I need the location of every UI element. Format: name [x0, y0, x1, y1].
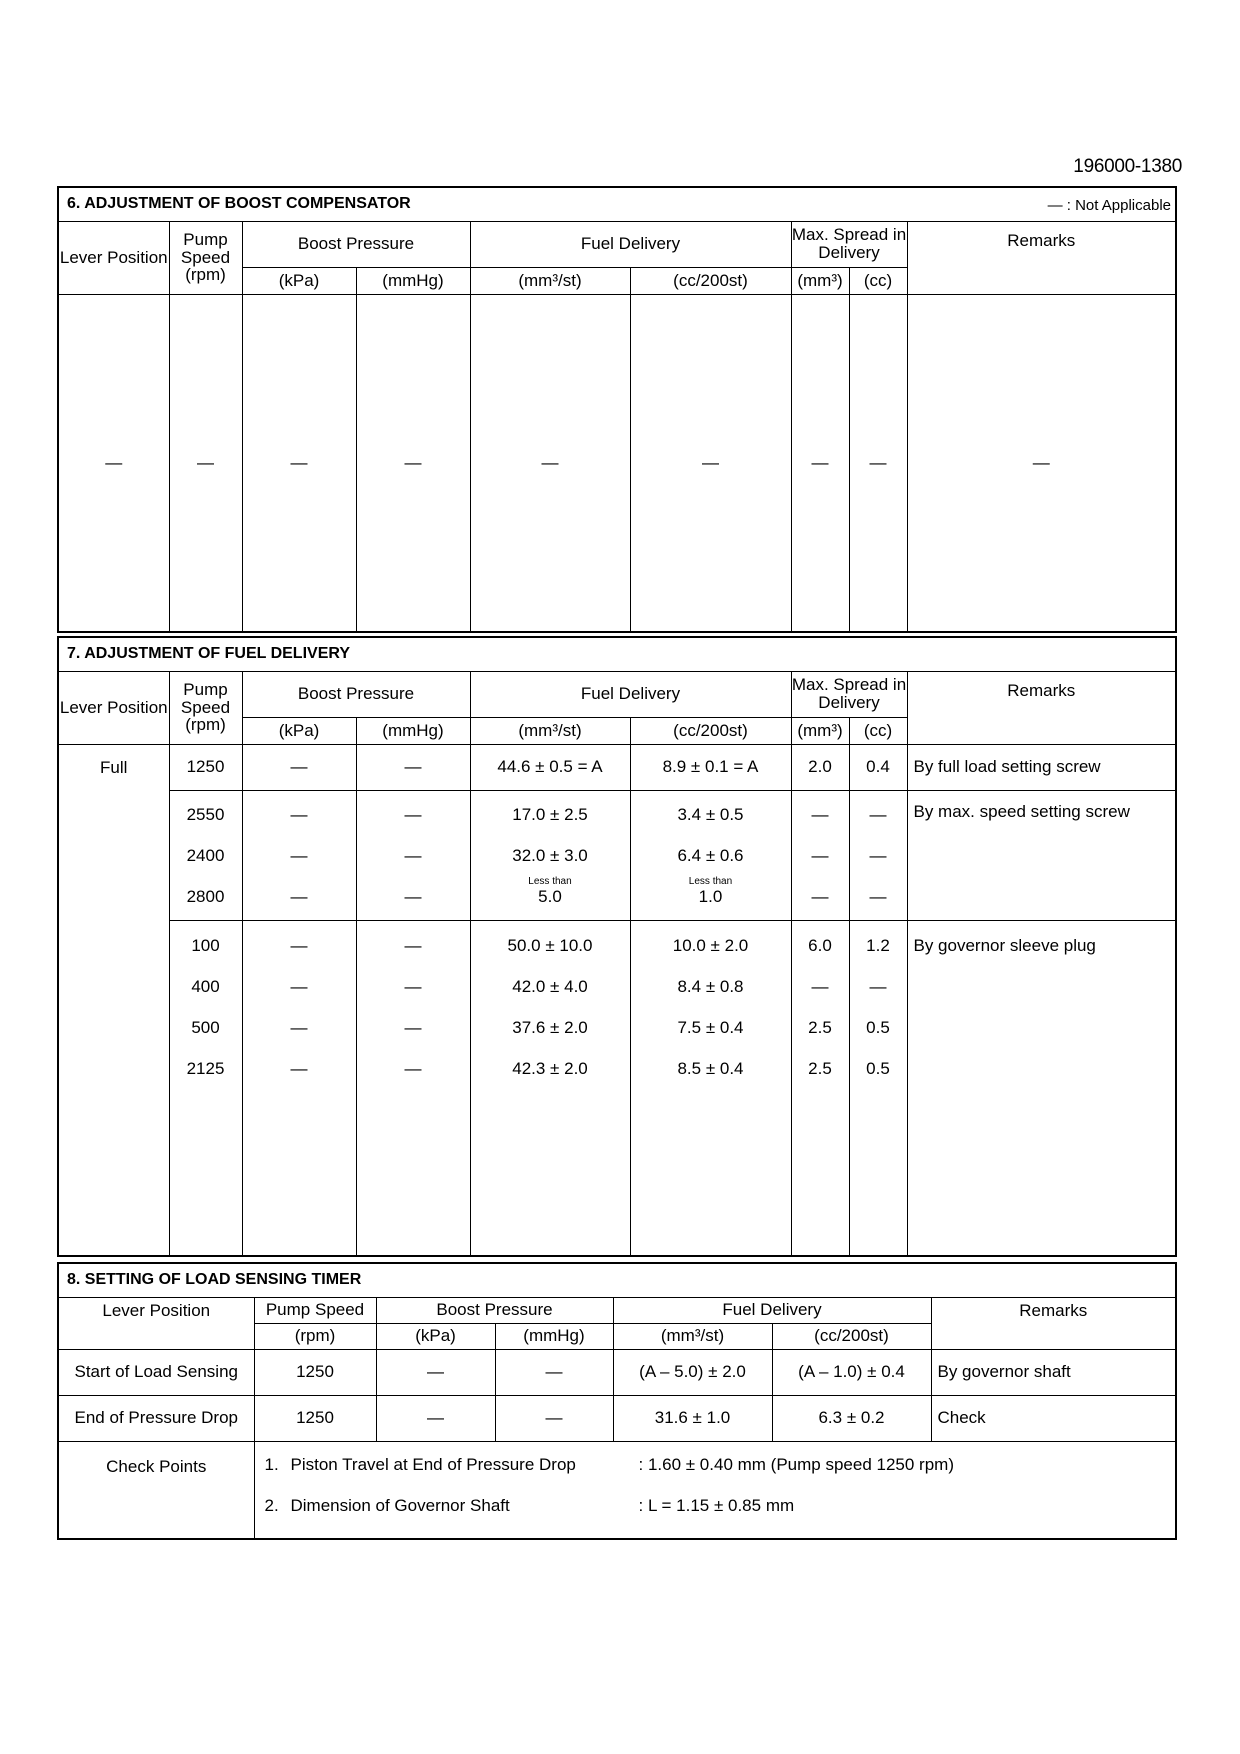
cell-remarks-stack: [907, 790, 1176, 920]
check-point-number: 1.: [264, 1454, 279, 1474]
check-points-label: Check Points: [58, 1441, 254, 1539]
cell-cc: 8.5 ± 0.4: [677, 1058, 744, 1078]
boost-compensator-table: [57, 186, 1177, 633]
cell-spread-cc: —: [869, 976, 887, 996]
cell-rpm: 2400: [186, 845, 225, 865]
check-point-value: : 1.60 ± 0.40 mm (Pump speed 1250 rpm): [638, 1454, 954, 1474]
check-point-name: Piston Travel at End of Pressure Drop: [290, 1454, 576, 1474]
cell-mmhg: —: [404, 886, 422, 906]
check-points-list: [254, 1441, 1176, 1539]
header-spread-mm3: (mm³): [791, 717, 849, 744]
header-spread-mm3: (mm³): [791, 267, 849, 294]
cell-rpm-stack: [169, 920, 242, 1256]
less-than-label: Less than: [528, 875, 572, 887]
header-spread-cc: (cc): [849, 267, 907, 294]
header-spread-cc: (cc): [849, 717, 907, 744]
cell-lever: —: [58, 294, 169, 632]
header-pump-speed: [169, 671, 242, 744]
cell-spread-cc-stack: [849, 920, 907, 1256]
header-fuel-delivery: Fuel Delivery: [470, 221, 791, 267]
cell-mmhg: —: [356, 294, 470, 632]
header-max-spread: Max. Spread in Delivery: [791, 671, 907, 717]
check-point-item: [265, 1497, 1176, 1538]
cell-cc: 8.9 ± 0.1 = A: [630, 744, 791, 790]
cell-kpa: —: [290, 886, 308, 906]
cell-mm3st: 42.3 ± 2.0: [512, 1058, 588, 1078]
cell-kpa: —: [290, 1017, 308, 1037]
cell-cc: —: [630, 294, 791, 632]
header-cc-per-200st: (cc/200st): [772, 1323, 931, 1349]
header-mm3-per-stroke: (mm³/st): [613, 1323, 772, 1349]
cell-mm3st: 44.6 ± 0.5 = A: [470, 744, 630, 790]
cell-kpa: —: [290, 804, 308, 824]
cell-mm3st-stack: [470, 790, 630, 920]
section-6-title: [58, 187, 1176, 221]
cell-rpm: 500: [191, 1017, 220, 1037]
cell-cc: 7.5 ± 0.4: [677, 1017, 744, 1037]
cell-spread-mm3: 2.5: [808, 1017, 832, 1037]
cell-kpa: —: [242, 294, 356, 632]
cell-spread-mm3-stack: [791, 790, 849, 920]
table-row: [58, 1349, 1176, 1395]
header-pump-speed-text: Pump Speed: [180, 229, 231, 267]
table-row-group: [58, 790, 1176, 920]
cell-cc-lessthan: [631, 876, 791, 917]
cell-spread-cc-stack: [849, 790, 907, 920]
check-point-name: Dimension of Governor Shaft: [290, 1495, 510, 1515]
header-remarks: Remarks: [931, 1297, 1176, 1349]
cell-mmhg: —: [495, 1349, 613, 1395]
header-mm3-per-stroke: (mm³/st): [470, 267, 630, 294]
cell-mmhg-stack: [356, 790, 470, 920]
cell-mm3st-stack: [470, 920, 630, 1256]
cell-mmhg: —: [404, 845, 422, 865]
cell-spread-mm3-stack: [791, 920, 849, 1256]
section-6-title-text: 6. ADJUSTMENT OF BOOST COMPENSATOR: [67, 194, 411, 212]
cell-cc-stack: [630, 790, 791, 920]
cell-cc: 6.3 ± 0.2: [772, 1395, 931, 1441]
cell-remarks: By governor sleeve plug: [913, 935, 1096, 955]
section-7-title: 7. ADJUSTMENT OF FUEL DELIVERY: [58, 637, 1176, 671]
cell-mm3st: 42.0 ± 4.0: [512, 976, 588, 996]
cell-spread-cc: —: [869, 886, 887, 906]
cell-spread-cc: 1.2: [866, 935, 890, 955]
cell-kpa: —: [290, 976, 308, 996]
check-point-value: : L = 1.15 ± 0.85 mm: [638, 1495, 795, 1515]
cell-mm3st: (A – 5.0) ± 2.0: [613, 1349, 772, 1395]
cell-mmhg: —: [404, 935, 422, 955]
header-pump-speed-text: Pump Speed: [180, 679, 231, 717]
cell-rpm: 2125: [186, 1058, 225, 1078]
cell-cc: 8.4 ± 0.8: [677, 976, 744, 996]
cell-cc: 6.4 ± 0.6: [677, 845, 744, 865]
cell-cc: 10.0 ± 2.0: [672, 935, 749, 955]
cell-mm3st: 5.0: [538, 886, 562, 906]
cell-spread-mm3: 2.0: [791, 744, 849, 790]
cell-lever: Start of Load Sensing: [58, 1349, 254, 1395]
cell-remarks: —: [907, 294, 1176, 632]
cell-mm3st: —: [470, 294, 630, 632]
cell-cc: 3.4 ± 0.5: [677, 804, 744, 824]
less-than-label: Less than: [688, 875, 733, 887]
cell-rpm: 1250: [254, 1395, 376, 1441]
cell-rpm: —: [169, 294, 242, 632]
cell-kpa: —: [290, 845, 308, 865]
cell-spread-mm3: —: [811, 845, 829, 865]
cell-mmhg-stack: [356, 920, 470, 1256]
cell-spread-cc: —: [869, 804, 887, 824]
cell-mm3st: 32.0 ± 3.0: [512, 845, 588, 865]
header-rpm: (rpm): [254, 1323, 376, 1349]
cell-rpm: 1250: [169, 744, 242, 790]
header-cc-per-200st: (cc/200st): [630, 717, 791, 744]
cell-rpm: 400: [191, 976, 220, 996]
cell-mm3st: 37.6 ± 2.0: [512, 1017, 588, 1037]
cell-mm3st: 31.6 ± 1.0: [613, 1395, 772, 1441]
cell-rpm: 2550: [186, 804, 225, 824]
cell-kpa: —: [376, 1349, 495, 1395]
header-fuel-delivery: Fuel Delivery: [470, 671, 791, 717]
table-row: [58, 1395, 1176, 1441]
cell-mm3st-lessthan: [471, 876, 630, 917]
header-rpm: (rpm): [185, 715, 226, 735]
header-boost-pressure: Boost Pressure: [242, 221, 470, 267]
cell-mmhg: —: [495, 1395, 613, 1441]
cell-spread-mm3: 6.0: [808, 935, 832, 955]
cell-cc-stack: [630, 920, 791, 1256]
cell-remarks: By max. speed setting screw: [913, 801, 1130, 821]
cell-spread-cc: —: [849, 294, 907, 632]
header-pump-speed: Pump Speed: [254, 1297, 376, 1323]
cell-spread-cc: —: [869, 845, 887, 865]
header-mmhg: (mmHg): [356, 267, 470, 294]
cell-lever: End of Pressure Drop: [58, 1395, 254, 1441]
check-point-number: 2.: [264, 1495, 279, 1515]
cell-mmhg: —: [404, 976, 422, 996]
cell-cc: (A – 1.0) ± 0.4: [772, 1349, 931, 1395]
cell-lever-full: Full: [58, 744, 169, 1256]
cell-kpa: —: [242, 744, 356, 790]
cell-kpa-stack: [242, 920, 356, 1256]
cell-remarks: Check: [931, 1395, 1176, 1441]
cell-remarks: By full load setting screw: [907, 744, 1176, 790]
cell-mmhg: —: [404, 1017, 422, 1037]
header-mmhg: (mmHg): [495, 1323, 613, 1349]
cell-spread-cc: 0.4: [849, 744, 907, 790]
cell-kpa: —: [376, 1395, 495, 1441]
cell-rpm: 2800: [186, 886, 225, 906]
header-cc-per-200st: (cc/200st): [630, 267, 791, 294]
cell-spread-mm3: —: [811, 886, 829, 906]
check-point-item: [265, 1456, 1176, 1497]
cell-mmhg: —: [404, 804, 422, 824]
fuel-delivery-table: [57, 636, 1177, 1257]
not-applicable-legend: — : Not Applicable: [1047, 197, 1171, 214]
check-points-row: [58, 1441, 1176, 1539]
cell-rpm: 1250: [254, 1349, 376, 1395]
cell-spread-cc: 0.5: [866, 1017, 890, 1037]
cell-mm3st: 50.0 ± 10.0: [507, 935, 593, 955]
cell-spread-cc: 0.5: [866, 1058, 890, 1078]
header-mm3-per-stroke: (mm³/st): [470, 717, 630, 744]
cell-rpm: 100: [191, 935, 220, 955]
cell-kpa: —: [290, 1058, 308, 1078]
cell-mm3st: 17.0 ± 2.5: [512, 804, 588, 824]
load-sensing-timer-table: [57, 1262, 1177, 1540]
header-fuel-delivery: Fuel Delivery: [613, 1297, 931, 1323]
cell-mmhg: —: [356, 744, 470, 790]
header-boost-pressure: Boost Pressure: [242, 671, 470, 717]
cell-remarks-stack: [907, 920, 1176, 1256]
header-kpa: (kPa): [242, 267, 356, 294]
cell-mmhg: —: [404, 1058, 422, 1078]
header-remarks: Remarks: [907, 671, 1176, 744]
header-kpa: (kPa): [242, 717, 356, 744]
document-number: 196000-1380: [1073, 156, 1182, 177]
header-rpm: (rpm): [185, 265, 226, 285]
header-remarks: Remarks: [907, 221, 1176, 294]
cell-spread-mm3: —: [791, 294, 849, 632]
cell-kpa: —: [290, 935, 308, 955]
header-max-spread: Max. Spread in Delivery: [791, 221, 907, 267]
header-boost-pressure: Boost Pressure: [376, 1297, 613, 1323]
cell-kpa-stack: [242, 790, 356, 920]
header-pump-speed: [169, 221, 242, 294]
cell-spread-mm3: 2.5: [808, 1058, 832, 1078]
section-8-title: 8. SETTING OF LOAD SENSING TIMER: [58, 1263, 1176, 1297]
table-row: [58, 744, 1176, 790]
cell-spread-mm3: —: [811, 976, 829, 996]
header-mmhg: (mmHg): [356, 717, 470, 744]
header-lever-position: Lever Position: [58, 671, 169, 744]
cell-remarks: By governor shaft: [931, 1349, 1176, 1395]
table-row-group: [58, 920, 1176, 1256]
cell-spread-mm3: —: [811, 804, 829, 824]
header-kpa: (kPa): [376, 1323, 495, 1349]
header-lever-position: Lever Position: [58, 221, 169, 294]
header-lever-position: Lever Position: [58, 1297, 254, 1349]
cell-rpm-stack: [169, 790, 242, 920]
cell-cc: 1.0: [698, 886, 723, 906]
